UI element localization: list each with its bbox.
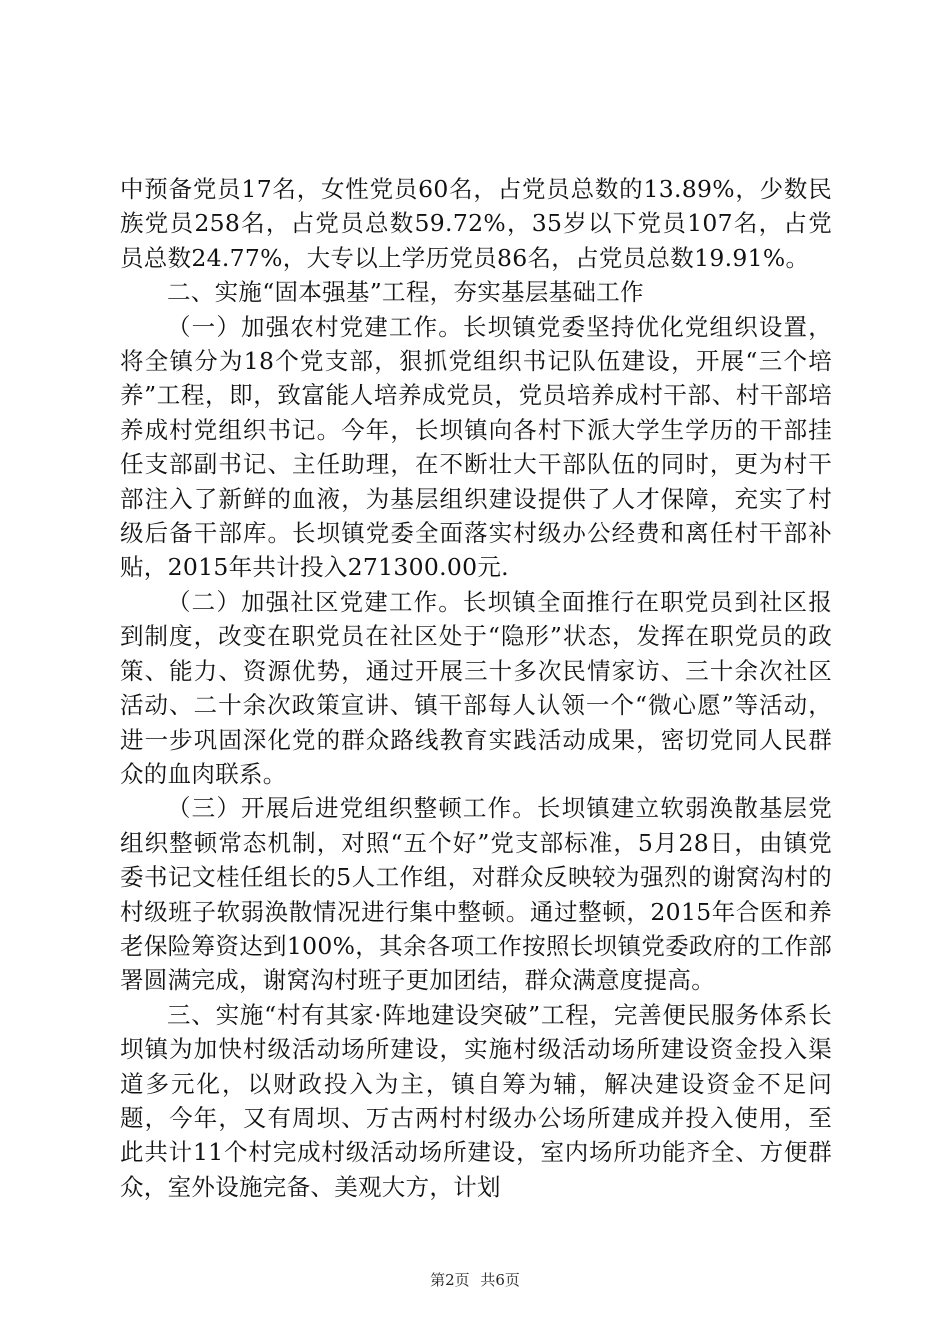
- section-heading-2: 二、实施“固本强基”工程，夯实基层基础工作: [167, 278, 644, 307]
- page-footer: [0, 1270, 950, 1290]
- page-total: 共6页: [480, 1271, 520, 1289]
- page-number: 第2页: [430, 1271, 470, 1289]
- paragraph-rural-party-building: （一）加强农村党建工作。长坝镇党委坚持优化党组织设置，将全镇分为18个党支部，狠抓党组织书记队伍建设，开展“三个培养”工程，即，致富能人培养成党员，党员培养成村干部、村干部培养成村党组织书记。今年，长坝镇向各村下派大学生学历的干部挂任支部副书记、主任助理，在不断壮大干部队伍的同时，更为村干部注入了新鲜的血液，为基层组织建设提供了人才保障，充实了村级后备干部库。长坝镇党委全面落实村级办公经费和离任村干部补贴，2015年共计投入271300.00元.: [120, 312, 832, 582]
- section-heading-3-paragraph: 三、实施“村有其家·阵地建设突破”工程，完善便民服务体系长坝镇为加快村级活动场所建设，实施村级活动场所建设资金投入渠道多元化，以财政投入为主，镇自筹为辅，解决建设资金不足问题，今年，又有周坝、万古两村村级办公场所建成并投入使用，至此共计11个村完成村级活动场所建设，室内场所功能齐全、方便群众，室外设施完备、美观大方，计划: [120, 1000, 832, 1201]
- paragraph-rectification: （三）开展后进党组织整顿工作。长坝镇建立软弱涣散基层党组织整顿常态机制，对照“五个好”党支部标准，5月28日，由镇党委书记文桂任组长的5人工作组，对群众反映较为强烈的谢窝沟村的村级班子软弱涣散情况进行集中整顿。通过整顿，2015年合医和养老保险筹资达到100%，其余各项工作按照长坝镇党委政府的工作部署圆满完成，谢窝沟村班子更加团结，群众满意度提高。: [120, 794, 832, 995]
- document-body: [120, 172, 832, 1204]
- paragraph-community-party-building: （二）加强社区党建工作。长坝镇全面推行在职党员到社区报到制度，改变在职党员在社区处于“隐形”状态，发挥在职党员的政策、能力、资源优势，通过开展三十多次民情家访、三十余次社区活动、二十余次政策宣讲、镇干部每人认领一个“微心愿”等活动，进一步巩固深化党的群众路线教育实践活动成果，密切党同人民群众的血肉联系。: [120, 587, 832, 788]
- paragraph-statistics: 中预备党员17名，女性党员60名，占党员总数的13.89%，少数民族党员258名，占党员总数59.72%，35岁以下党员107名，占党员总数24.77%，大专以上学历党员86名，占党员总数19.91%。: [120, 175, 832, 272]
